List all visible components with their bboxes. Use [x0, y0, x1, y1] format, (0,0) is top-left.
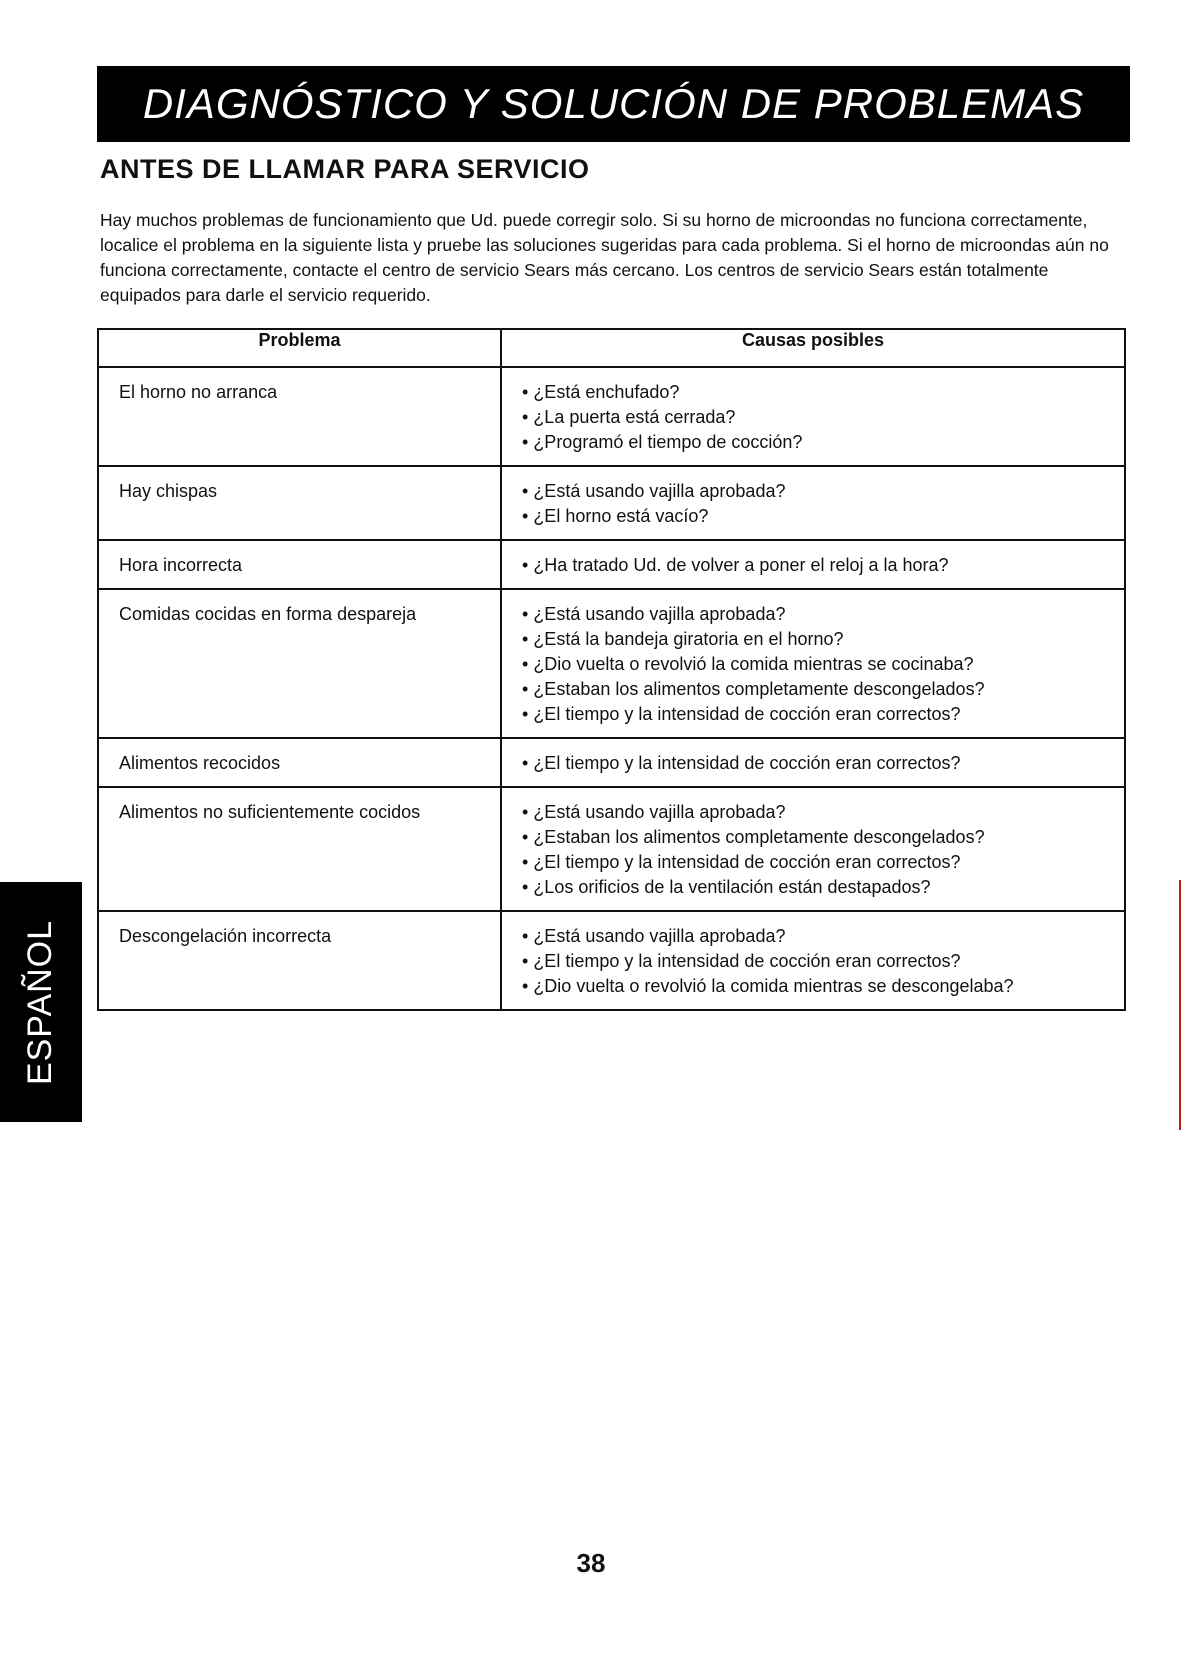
causes-cell — [501, 466, 1125, 540]
cause-item: • ¿Estaban los alimentos completamente descongelados? — [522, 677, 1114, 702]
causes-cell — [501, 911, 1125, 1010]
cause-item: • ¿El tiempo y la intensidad de cocción eran correctos? — [522, 702, 1114, 727]
table-row — [98, 466, 1125, 540]
problem-cell: Alimentos no suficientemente cocidos — [98, 787, 501, 911]
page-number: 38 — [576, 1548, 606, 1578]
section-heading: ANTES DE LLAMAR PARA SERVICIO — [100, 154, 590, 184]
causes-list — [522, 380, 1114, 455]
causes-cell — [501, 787, 1125, 911]
causes-list — [522, 479, 1114, 529]
causes-cell — [501, 589, 1125, 738]
cause-item: • ¿Ha tratado Ud. de volver a poner el reloj a la hora? — [522, 553, 1114, 578]
causes-cell — [501, 367, 1125, 466]
cause-item: • ¿Dio vuelta o revolvió la comida mientras se descongelaba? — [522, 974, 1114, 999]
page-title: DIAGNÓSTICO Y SOLUCIÓN DE PROBLEMAS — [142, 80, 1085, 127]
cause-item: • ¿Programó el tiempo de cocción? — [522, 430, 1114, 455]
cause-item: • ¿Está la bandeja giratoria en el horno? — [522, 627, 1114, 652]
title-banner — [97, 66, 1130, 142]
causes-list — [522, 924, 1114, 999]
causes-list — [522, 553, 1114, 578]
cause-item: • ¿Está usando vajilla aprobada? — [522, 479, 1114, 504]
problem-cell: Hay chispas — [98, 466, 501, 540]
cause-item: • ¿Está usando vajilla aprobada? — [522, 924, 1114, 949]
problem-cell: Alimentos recocidos — [98, 738, 501, 787]
cause-item: • ¿Los orificios de la ventilación están destapados? — [522, 875, 1114, 900]
cause-item: • ¿Dio vuelta o revolvió la comida mientras se cocinaba? — [522, 652, 1114, 677]
causes-list — [522, 800, 1114, 900]
language-tab — [0, 882, 82, 1122]
header-problem: Problema — [98, 329, 501, 367]
problem-cell: Descongelación incorrecta — [98, 911, 501, 1010]
problem-cell: Hora incorrecta — [98, 540, 501, 589]
cause-item: • ¿Está usando vajilla aprobada? — [522, 800, 1114, 825]
cause-item: • ¿El horno está vacío? — [522, 504, 1114, 529]
intro-paragraph: Hay muchos problemas de funcionamiento que Ud. puede corregir solo. Si su horno de microondas no funciona correctamente, localice el problema en la siguiente lista y pruebe las soluciones sugeridas para cada problema. Si el horno de microondas aún no funciona correctamente, contacte el centro de servicio Sears más cercano. Los centros de servicio Sears están totalmente equipados para darle el servicio requerido. — [100, 210, 1109, 305]
cause-item: • ¿El tiempo y la intensidad de cocción eran correctos? — [522, 751, 1114, 776]
table-row — [98, 787, 1125, 911]
table-row — [98, 589, 1125, 738]
causes-cell — [501, 540, 1125, 589]
table-row — [98, 367, 1125, 466]
header-causes: Causas posibles — [501, 329, 1125, 367]
table-header-row — [98, 329, 1125, 367]
cause-item: • ¿Está enchufado? — [522, 380, 1114, 405]
causes-cell — [501, 738, 1125, 787]
cause-item: • ¿Estaban los alimentos completamente descongelados? — [522, 825, 1114, 850]
cause-item: • ¿El tiempo y la intensidad de cocción eran correctos? — [522, 949, 1114, 974]
table-row — [98, 540, 1125, 589]
cause-item: • ¿La puerta está cerrada? — [522, 405, 1114, 430]
cause-item: • ¿El tiempo y la intensidad de cocción eran correctos? — [522, 850, 1114, 875]
problem-cell: Comidas cocidas en forma despareja — [98, 589, 501, 738]
causes-list — [522, 751, 1114, 776]
table-row — [98, 911, 1125, 1010]
problem-cell: El horno no arranca — [98, 367, 501, 466]
causes-list — [522, 602, 1114, 727]
cause-item: • ¿Está usando vajilla aprobada? — [522, 602, 1114, 627]
language-tab-label: ESPAÑOL — [21, 919, 60, 1085]
page-edge-mark — [1179, 880, 1181, 1130]
table-row — [98, 738, 1125, 787]
troubleshooting-table — [97, 328, 1126, 1011]
table-body — [98, 367, 1125, 1010]
